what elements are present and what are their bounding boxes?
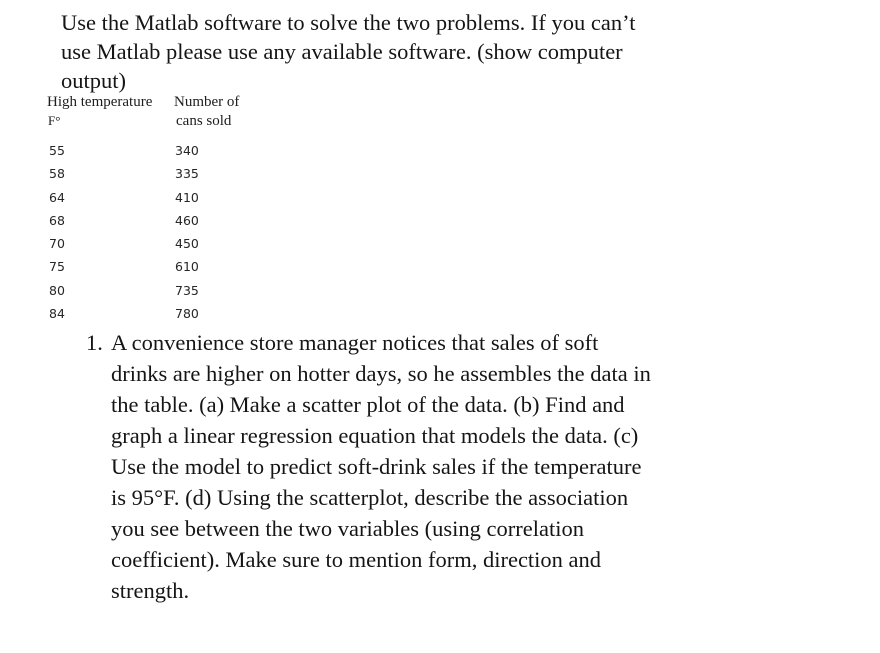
table-row bbox=[47, 306, 287, 329]
header-number-of: Number of bbox=[174, 94, 240, 110]
table-header-row bbox=[47, 94, 287, 113]
table-row bbox=[47, 213, 287, 236]
cans-cell: 460 bbox=[175, 212, 199, 228]
cans-cell: 735 bbox=[175, 282, 199, 298]
cans-cell: 340 bbox=[175, 143, 199, 158]
header-high-temperature: High temperature bbox=[47, 94, 153, 110]
instructions-paragraph: Use the Matlab software to solve the two problems. If you can’t use Matlab please use any available software. (show computer output) bbox=[61, 10, 636, 93]
table-row bbox=[47, 259, 287, 282]
temp-cell: 80 bbox=[49, 282, 65, 298]
header-unit: F° bbox=[48, 113, 61, 128]
table-row bbox=[47, 236, 287, 259]
cans-cell: 450 bbox=[175, 236, 199, 252]
table-row bbox=[47, 143, 287, 166]
temp-cell: 75 bbox=[49, 259, 65, 275]
temp-cell: 55 bbox=[49, 143, 65, 158]
table-body bbox=[47, 143, 287, 329]
data-table bbox=[47, 94, 287, 322]
problem-1 bbox=[86, 327, 766, 606]
table-row bbox=[47, 190, 287, 213]
problem-number: 1. bbox=[86, 330, 103, 355]
table-row bbox=[47, 283, 287, 306]
header-cans-sold: cans sold bbox=[176, 113, 232, 129]
cans-cell: 780 bbox=[175, 306, 199, 322]
cans-cell: 410 bbox=[175, 189, 199, 205]
temp-cell: 68 bbox=[49, 212, 65, 228]
problem-text: A convenience store manager notices that sales of soft drinks are higher on hotter days, so he assembles the data in the table. (a) Make a scatter plot of the data. (b) Find and graph a linear regression equation that models the data. (c) Use the model to predict soft-drink sales if the temperature is 95°F. (d) Using the scatterplot, describe the association you see between the two variables (using correlation coefficient). Make sure to mention form, direction and strength. bbox=[111, 330, 651, 603]
temp-cell: 58 bbox=[49, 166, 65, 182]
table-header-row-2 bbox=[47, 113, 287, 132]
table-row bbox=[47, 166, 287, 189]
temp-cell: 84 bbox=[49, 306, 65, 322]
temp-cell: 70 bbox=[49, 236, 65, 252]
cans-cell: 335 bbox=[175, 166, 199, 182]
cans-cell: 610 bbox=[175, 259, 199, 275]
temp-cell: 64 bbox=[49, 189, 65, 205]
